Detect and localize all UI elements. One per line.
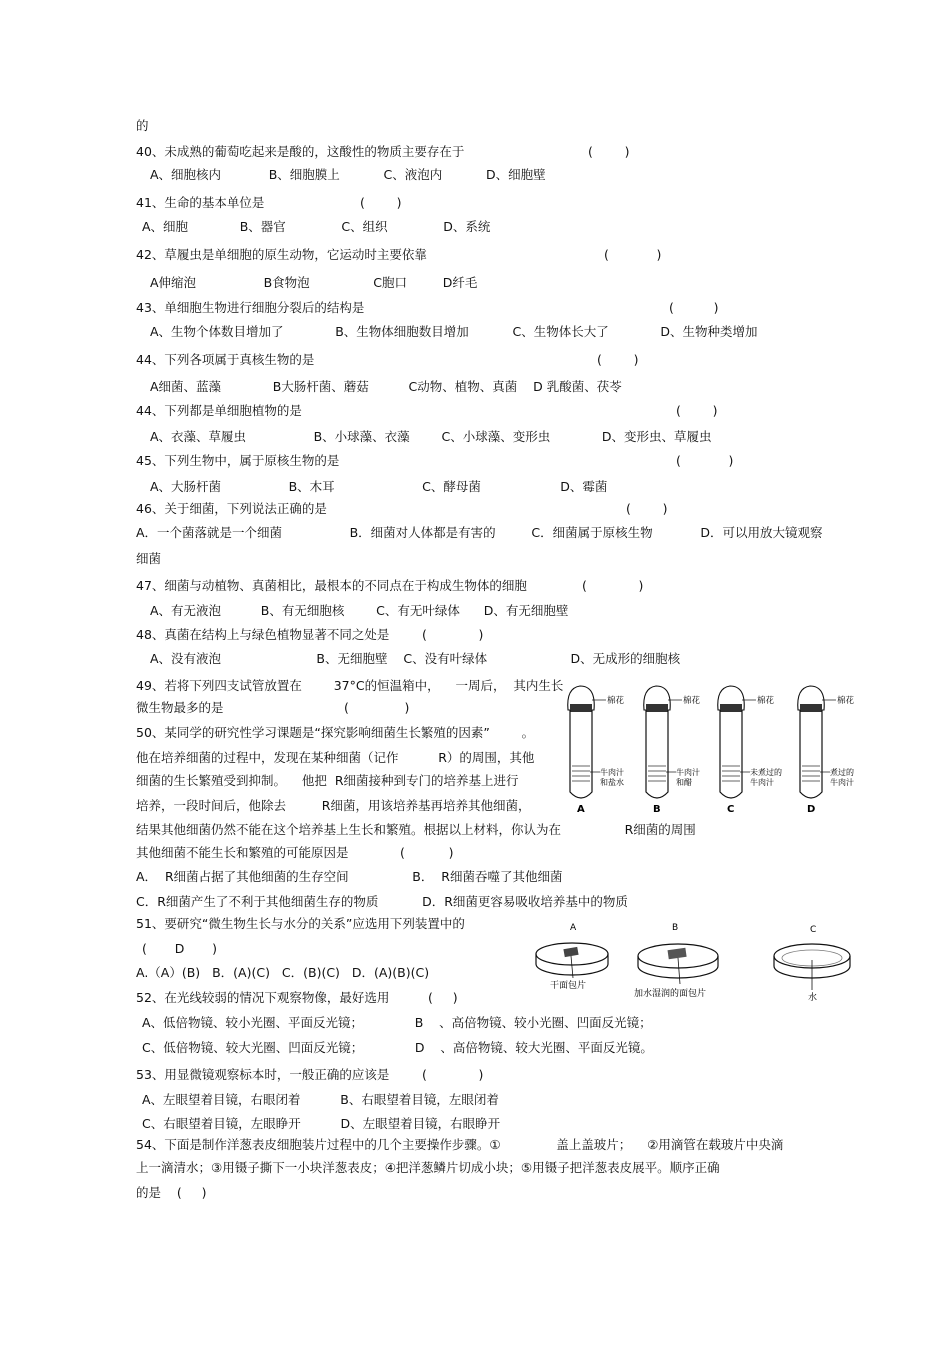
q54-stem: 54、下面是制作洋葱表皮细胞装片过程中的几个主要操作步骤。① 盖上盖玻片； ②用滴管在载玻片中央滴 [136,1137,784,1152]
q50-line6: 其他细菌不能生长和繁殖的可能原因是 [136,845,349,860]
cotton-label: 棉花 [837,696,855,706]
cotton-shading [720,704,742,712]
q46-options: A．一个菌落就是一个细菌 B．细菌对人体都是有害的 C．细菌属于原核生物 D．可以用放大镜观察 [136,525,823,540]
tube-content-label: 牛肉汁 [600,768,624,777]
q52-stem: 52、在光线较弱的情况下观察物像，最好选用 [136,990,390,1005]
q53-options-cd: C、右眼望着目镜，左眼睁开 D、左眼望着目镜，右眼睁开 [142,1116,501,1131]
line-l00: 的 [136,118,149,133]
q42-paren: ( ) [604,247,662,262]
dish-a-label: 干面包片 [550,981,587,991]
q50-options-cd: C．R细菌产生了不利于其他细菌生存的物质 D．R细菌更容易吸收培养基中的物质 [136,894,628,909]
q52-options-cd: C、低倍物镜、较大光圈、凹面反光镜； D 、高倍物镜、较大光圈、平面反光镜。 [142,1040,653,1055]
q48-paren: ( ) [422,627,484,642]
cotton-label: 棉花 [607,696,625,706]
cotton-shading [800,704,822,712]
q51-answer: ( D ) [142,941,218,956]
tube-glass [720,710,742,798]
q44a-paren: ( ) [597,352,639,367]
q50-line2: 他在培养细菌的过程中，发现在某种细菌（记作 R）的周围，其他 [136,750,535,765]
q50-paren: ( ) [400,845,454,860]
tube-content-label: 和盐水 [600,778,624,787]
test-tube-d [798,686,855,815]
dish-c [774,925,850,1003]
cotton-shading [646,704,668,712]
q43-stem: 43、单细胞生物进行细胞分裂后的结构是 [136,300,365,315]
tube-letter: C [727,804,735,815]
q41-options: A、细胞 B、器官 C、组织 D、系统 [142,219,491,234]
q50-line5: 结果其他细菌仍然不能在这个培养基上生长和繁殖。根据以上材料，你认为在 R细菌的周围 [136,822,696,837]
petri-dishes-figure [530,920,860,1010]
q50-line3: 细菌的生长繁殖受到抑制。 他把 R细菌接种到专门的培养基上进行 [136,773,519,788]
q47-stem: 47、细菌与动植物、真菌相比，最根本的不同点在于构成生物体的细胞 [136,578,527,593]
q45-paren: ( ) [676,453,734,468]
cotton-label: 棉花 [683,696,701,706]
dish-c-label: 水 [808,993,818,1003]
q54-line2: 上一滴清水；③用镊子撕下一小块洋葱表皮；④把洋葱鳞片切成小块；⑤用镊子把洋葱表皮展平。顺序正确 [136,1160,720,1175]
q42-options: A伸缩泡 B食物泡 C胞口 D纤毛 [150,275,478,290]
q40-stem: 40、未成熟的葡萄吃起来是酸的，这酸性的物质主要存在于 [136,144,465,159]
test-tubes-figure [560,680,870,815]
q44b-paren: ( ) [676,403,718,418]
q48-options: A、没有液泡 B、无细胞壁 C、没有叶绿体 D、无成形的细胞核 [150,651,681,666]
tube-glass [800,710,822,798]
wet-bread-slice [668,948,687,959]
q49-paren: ( ) [344,700,410,715]
q47-paren: ( ) [582,578,644,593]
q41-paren: ( ) [360,195,402,210]
tube-letter: B [653,804,661,815]
q43-paren: ( ) [669,300,719,315]
q53-options-ab: A、左眼望着目镜，右眼闭着 B、右眼望着目镜，左眼闭着 [142,1092,499,1107]
tube-letter: D [807,804,816,815]
cotton-label: 棉花 [757,696,775,706]
q50-line4: 培养，一段时间后，他除去 R细菌，用该培养基再培养其他细菌， [136,798,531,813]
q47-options: A、有无液泡 B、有无细胞核 C、有无叶绿体 D、有无细胞壁 [150,603,569,618]
q50-options-ab: A． R细菌占据了其他细菌的生存空间 B． R细菌吞噬了其他细菌 [136,869,563,884]
dry-bread-slice [563,947,578,957]
test-tube-b [644,686,701,815]
test-tube-c [718,686,782,815]
q44b-stem: 44、下列都是单细胞植物的是 [136,403,302,418]
dish-a [536,923,608,991]
q52-paren: ( ) [428,990,458,1005]
q43-options: A、生物个体数目增加了 B、生物体细胞数目增加 C、生物体长大了 D、生物种类增加 [150,324,758,339]
q46-paren: ( ) [626,501,668,516]
q45-options: A、大肠杆菌 B、木耳 C、酵母菌 D、霉菌 [150,479,608,494]
cotton-shading [570,704,592,712]
q51-stem: 51、要研究“微生物生长与水分的关系”应选用下列装置中的 [136,916,465,931]
q45-stem: 45、下列生物中，属于原核生物的是 [136,453,340,468]
q53-stem: 53、用显微镜观察标本时，一般正确的应该是 [136,1067,390,1082]
dish-b-letter: B [672,923,679,933]
q49-stem-2: 微生物最多的是 [136,700,224,715]
dish-b [634,923,718,999]
q42-stem: 42、草履虫是单细胞的原生动物，它运动时主要依靠 [136,247,427,262]
tube-glass [646,710,668,798]
q46-stem: 46、关于细菌，下列说法正确的是 [136,501,327,516]
tube-content-label: 牛肉汁 [750,778,774,787]
tube-content-label: 牛肉汁 [830,778,854,787]
q44b-options: A、衣藻、草履虫 B、小球藻、衣藻 C、小球藻、变形虫 D、变形虫、草履虫 [150,429,712,444]
q48-stem: 48、真菌在结构上与绿色植物显著不同之处是 [136,627,390,642]
dish-b-label: 加水湿润的面包片 [634,989,707,999]
tube-content-label: 和醋 [676,778,692,787]
tube-content-label: 未煮过的 [750,768,782,777]
q40-options: A、细胞核内 B、细胞膜上 C、液泡内 D、细胞壁 [150,167,546,182]
test-tube-a [568,686,625,815]
q41-stem: 41、生命的基本单位是 [136,195,265,210]
q52-options-ab: A、低倍物镜、较小光圈、平面反光镜； B 、高倍物镜、较小光圈、凹面反光镜； [142,1015,652,1030]
q44a-stem: 44、下列各项属于真核生物的是 [136,352,315,367]
tube-glass [570,710,592,798]
q40-paren: ( ) [588,144,630,159]
tube-content-label: 牛肉汁 [676,768,700,777]
q44a-options: A细菌、蓝藻 B大肠杆菌、蘑菇 C动物、植物、真菌 D 乳酸菌、茯苓 [150,379,622,394]
q46-options-cont: 细菌 [136,551,162,566]
q50-stem: 50、某同学的研究性学习课题是“探究影响细菌生长繁殖的因素” 。 [136,725,535,740]
tube-content-label: 煮过的 [830,768,854,777]
q54-line3: 的是 ( ) [136,1185,207,1200]
dish-c-letter: C [810,925,817,935]
tube-letter: A [577,804,585,815]
q49-stem: 49、若将下列四支试管放置在 37°C的恒温箱中， 一周后， 其内生长 [136,678,564,693]
q51-options: A.（A）(B) B．(A)(C) C．(B)(C) D．(A)(B)(C) [136,965,430,980]
q53-paren: ( ) [422,1067,484,1082]
dish-a-letter: A [570,923,577,933]
